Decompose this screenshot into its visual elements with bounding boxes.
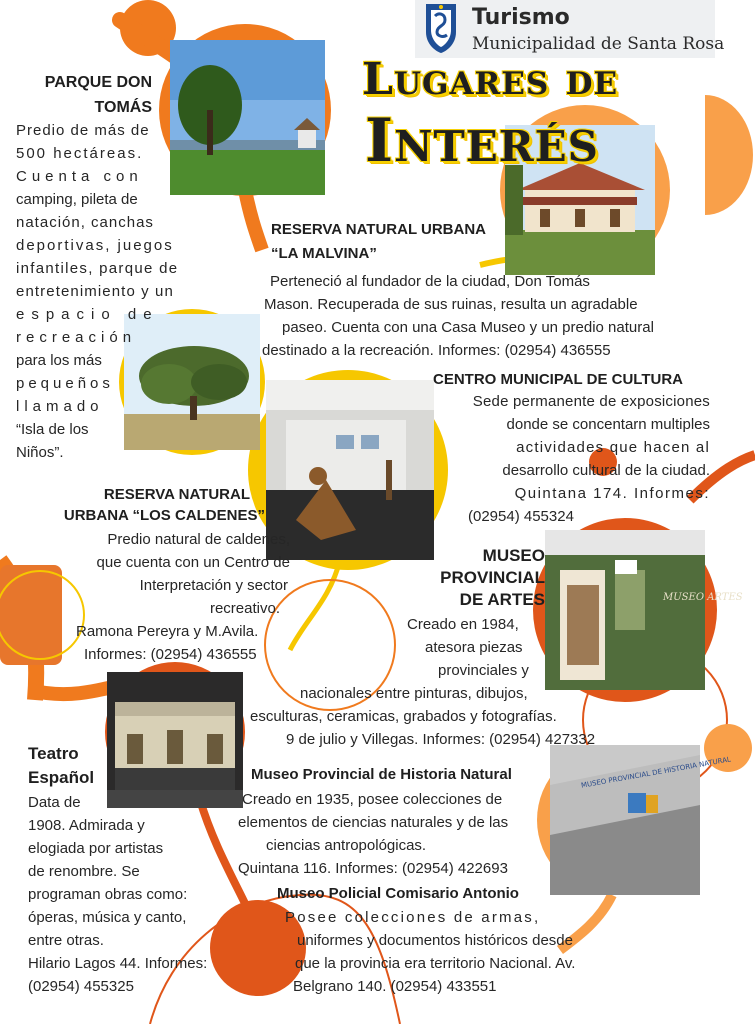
- text-line: Predio natural de caldenes,: [107, 531, 290, 548]
- museo-historia-natural-description: [238, 788, 558, 880]
- text-line: elementos de ciencias naturales y de las: [238, 814, 509, 831]
- text-line: infantiles, parque de: [16, 260, 179, 277]
- deco-half-circle: [705, 95, 753, 215]
- text-line: Sede permanente de exposiciones: [472, 393, 710, 410]
- museo-policial-heading: Museo Policial Comisario Antonio: [277, 885, 519, 902]
- text-line: actividades que hacen al: [516, 439, 710, 456]
- text-line: Hilario Lagos 44. Informes:: [28, 955, 208, 972]
- heading-line: DE ARTES: [459, 590, 545, 609]
- text-line: Interpretación y sector: [139, 577, 288, 594]
- text-line: Quintana 174. Informes:: [514, 485, 710, 502]
- shield-icon: [423, 2, 459, 54]
- heading-line: PROVINCIAL: [440, 568, 545, 587]
- parque-don-tomas-heading: PARQUE DON TOMÁS: [44, 74, 152, 116]
- text-line: espacio de: [16, 306, 159, 323]
- text-line: (02954) 455324: [468, 508, 574, 525]
- text-line: Creado en 1984,: [407, 616, 519, 633]
- text-line: natación, canchas: [16, 214, 154, 231]
- text-line: llamado: [16, 398, 104, 415]
- text-line: paseo. Cuenta con una Casa Museo y un predio natural: [282, 319, 654, 336]
- text-line: Informes: (02954) 436555: [84, 646, 257, 663]
- text-line: óperas, música y canto,: [28, 909, 187, 926]
- heading-line: Teatro: [28, 744, 79, 763]
- text-line: entre otras.: [28, 932, 104, 949]
- la-malvina-heading-line2: “LA MALVINA”: [271, 245, 377, 262]
- text-line: que la provincia era territorio Nacional. Av.: [295, 955, 576, 972]
- museo-policial-description: [285, 906, 630, 998]
- text-line: esculturas, ceramicas, grabados y fotografías.: [250, 708, 557, 725]
- text-line: Niños”.: [16, 444, 64, 461]
- photo-centro-cultura: [266, 380, 434, 560]
- la-malvina-heading-line1: RESERVA NATURAL URBANA: [271, 221, 487, 238]
- text-line: (02954) 455325: [28, 978, 134, 995]
- text-line: camping, pileta de: [16, 191, 138, 208]
- text-line: 9 de julio y Villegas. Informes: (02954) 427332: [286, 731, 596, 748]
- logo-subtitle: Municipalidad de Santa Rosa: [472, 34, 725, 54]
- centro-cultura-description: [440, 390, 710, 528]
- deco-block: [0, 565, 62, 665]
- text-line: elogiada por artistas: [28, 840, 164, 857]
- text-line: Ramona Pereyra y M.Avila.: [76, 623, 259, 640]
- los-caldenes-heading-line2: URBANA “LOS CALDENES”: [63, 507, 265, 524]
- page-title-line1: Lugares de: [362, 54, 619, 105]
- text-line: Quintana 116. Informes: (02954) 422693: [238, 860, 508, 877]
- text-line: atesora piezas: [425, 639, 523, 656]
- text-line: Predio de más de: [16, 122, 150, 139]
- heading-line: MUSEO: [482, 546, 545, 565]
- text-line: deportivas, juegos: [16, 237, 174, 254]
- text-line: de renombre. Se: [28, 863, 140, 880]
- text-line: 1908. Admirada y: [28, 817, 145, 834]
- deco-tendril: [245, 190, 262, 250]
- text-line: Mason. Recuperada de sus ruinas, resulta un agradable: [264, 296, 638, 313]
- text-line: Data de: [28, 794, 81, 811]
- text-line: Cuenta con: [16, 168, 143, 185]
- historia-sign-text: MUSEO PROVINCIAL DE HISTORIA NATURAL: [580, 755, 732, 790]
- text-line: entretenimiento y un: [16, 283, 174, 300]
- text-line: “Isla de los: [16, 421, 89, 438]
- heading-line: Español: [28, 768, 95, 787]
- photo-museo-historia-natural: [550, 745, 732, 895]
- la-malvina-description: [262, 270, 682, 362]
- museo-artes-description: [250, 613, 630, 751]
- text-line: desarrollo cultural de la ciudad.: [502, 462, 710, 479]
- parque-don-tomas-description: [16, 119, 232, 464]
- text-line: Belgrano 140. (02954) 433551: [293, 978, 497, 995]
- text-line: para los más: [16, 352, 102, 369]
- museo-artes-heading: [415, 545, 545, 611]
- photo-teatro-espanol: [107, 672, 243, 808]
- text-line: uniformes y documentos históricos desde: [297, 932, 573, 949]
- text-line: pequeños: [16, 375, 114, 392]
- text-line: Creado en 1935, posee colecciones de: [242, 791, 503, 808]
- text-line: destinado a la recreación. Informes: (02954) 436555: [262, 342, 611, 359]
- teatro-espanol-description: [28, 791, 248, 998]
- municipal-logo: [415, 0, 725, 58]
- text-line: ciencias antropológicas.: [266, 837, 427, 854]
- artes-sign-text: MUSEO ARTES: [663, 592, 743, 603]
- text-line: 500 hectáreas.: [16, 145, 144, 162]
- text-line: programan obras como:: [28, 886, 188, 903]
- text-line: nacionales entre pinturas, dibujos,: [300, 685, 528, 702]
- text-line: Posee colecciones de armas,: [285, 909, 541, 926]
- text-line: provinciales y: [438, 662, 529, 679]
- text-line: recreación: [16, 329, 137, 346]
- page-title-line2: Interés: [365, 106, 599, 176]
- text-line: donde se concentarn multiples: [506, 416, 710, 433]
- los-caldenes-heading-line1: RESERVA NATURAL: [103, 486, 250, 503]
- museo-historia-natural-heading: Museo Provincial de Historia Natural: [251, 766, 512, 783]
- logo-title: Turismo: [472, 5, 570, 30]
- text-line: Perteneció al fundador de la ciudad, Don Tomás: [270, 273, 590, 290]
- centro-cultura-heading: CENTRO MUNICIPAL DE CULTURA: [433, 371, 683, 388]
- teatro-espanol-heading: [28, 742, 94, 790]
- text-line: que cuenta con un Centro de: [96, 554, 290, 571]
- text-line: recreativo.: [209, 600, 280, 617]
